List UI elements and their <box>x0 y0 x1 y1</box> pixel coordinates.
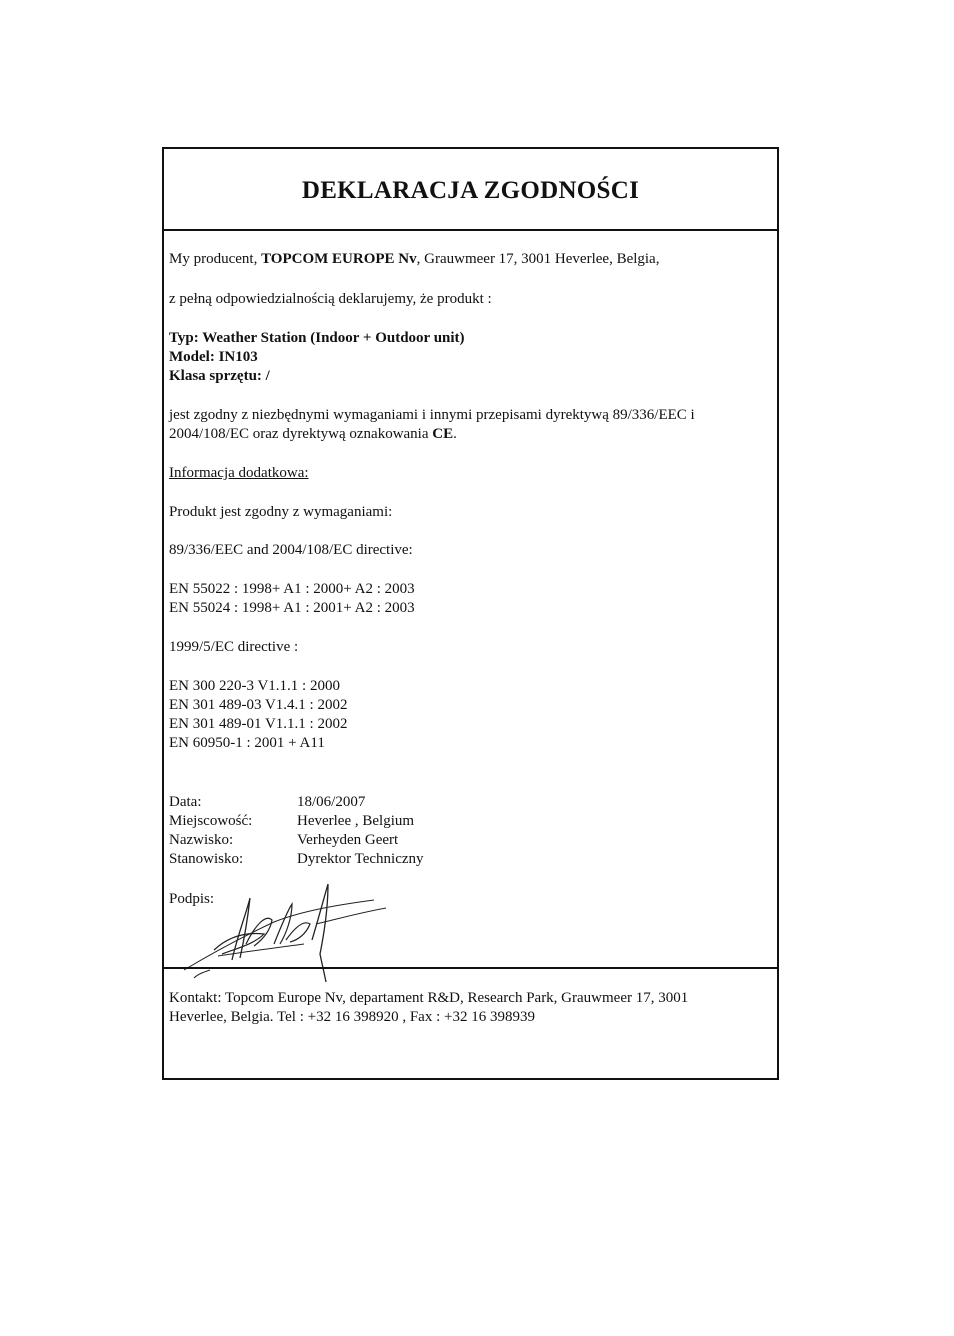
detail-label: Miejscowość: <box>169 813 253 829</box>
directive-heading-1: 89/336/EEC and 2004/108/EC directive: <box>169 542 413 558</box>
intro-line <box>169 250 659 269</box>
detail-value: 18/06/2007 <box>297 794 366 810</box>
product-type: Typ: Weather Station (Indoor + Outdoor unit) <box>169 330 465 346</box>
standard-line: EN 301 489-01 V1.1.1 : 2002 <box>169 716 348 732</box>
intro-prefix: My producent, <box>169 251 262 267</box>
contact-line-1: Kontakt: Topcom Europe Nv, departament R&D, Research Park, Grauwmeer 17, 3001 <box>169 990 689 1006</box>
standard-line: EN 300 220-3 V1.1.1 : 2000 <box>169 678 340 694</box>
additional-info-heading: Informacja dodatkowa: <box>169 465 309 481</box>
compliance-line-2 <box>169 425 457 444</box>
detail-value: Heverlee , Belgium <box>297 813 415 829</box>
standard-line: EN 55022 : 1998+ A1 : 2000+ A2 : 2003 <box>169 581 415 597</box>
detail-row-date <box>169 793 365 812</box>
product-class: Klasa sprzętu: / <box>169 368 270 384</box>
standard-line: EN 55024 : 1998+ A1 : 2001+ A2 : 2003 <box>169 600 415 616</box>
title-cell <box>164 149 777 231</box>
product-model: Model: IN103 <box>169 349 258 365</box>
contact-line-2: Heverlee, Belgia. Tel : +32 16 398920 , Fax : +32 16 398939 <box>169 1009 535 1025</box>
declaration-document <box>162 147 779 1080</box>
compliance-line-1: jest zgodny z niezbędnymi wymaganiami i innymi przepisami dyrektywą 89/336/EEC i <box>169 407 695 423</box>
detail-row-place <box>169 812 414 831</box>
requirements-intro: Produkt jest zgodny z wymaganiami: <box>169 504 393 520</box>
detail-label: Stanowisko: <box>169 851 244 867</box>
detail-value: Dyrektor Techniczny <box>297 851 424 867</box>
compliance-line-2-prefix: 2004/108/EC oraz dyrektywą oznakowania <box>169 426 433 442</box>
ce-mark-text: CE <box>432 426 454 442</box>
signature-label: Podpis: <box>169 891 215 907</box>
compliance-line-2-suffix: . <box>453 426 457 442</box>
company-name: TOPCOM EUROPE Nv <box>261 251 417 267</box>
responsibility-line: z pełną odpowiedzialnością deklarujemy, że produkt : <box>169 291 492 307</box>
detail-row-position <box>169 850 424 869</box>
intro-suffix: , Grauwmeer 17, 3001 Heverlee, Belgia, <box>416 251 660 267</box>
contact-divider <box>164 967 777 969</box>
detail-label: Data: <box>169 794 202 810</box>
standard-line: EN 60950-1 : 2001 + A11 <box>169 735 325 751</box>
document-title: DEKLARACJA ZGODNOŚCI <box>301 177 640 204</box>
detail-value: Verheyden Geert <box>297 832 399 848</box>
detail-row-name <box>169 831 398 850</box>
directive-heading-2: 1999/5/EC directive : <box>169 639 299 655</box>
detail-label: Nazwisko: <box>169 832 234 848</box>
standard-line: EN 301 489-03 V1.4.1 : 2002 <box>169 697 348 713</box>
